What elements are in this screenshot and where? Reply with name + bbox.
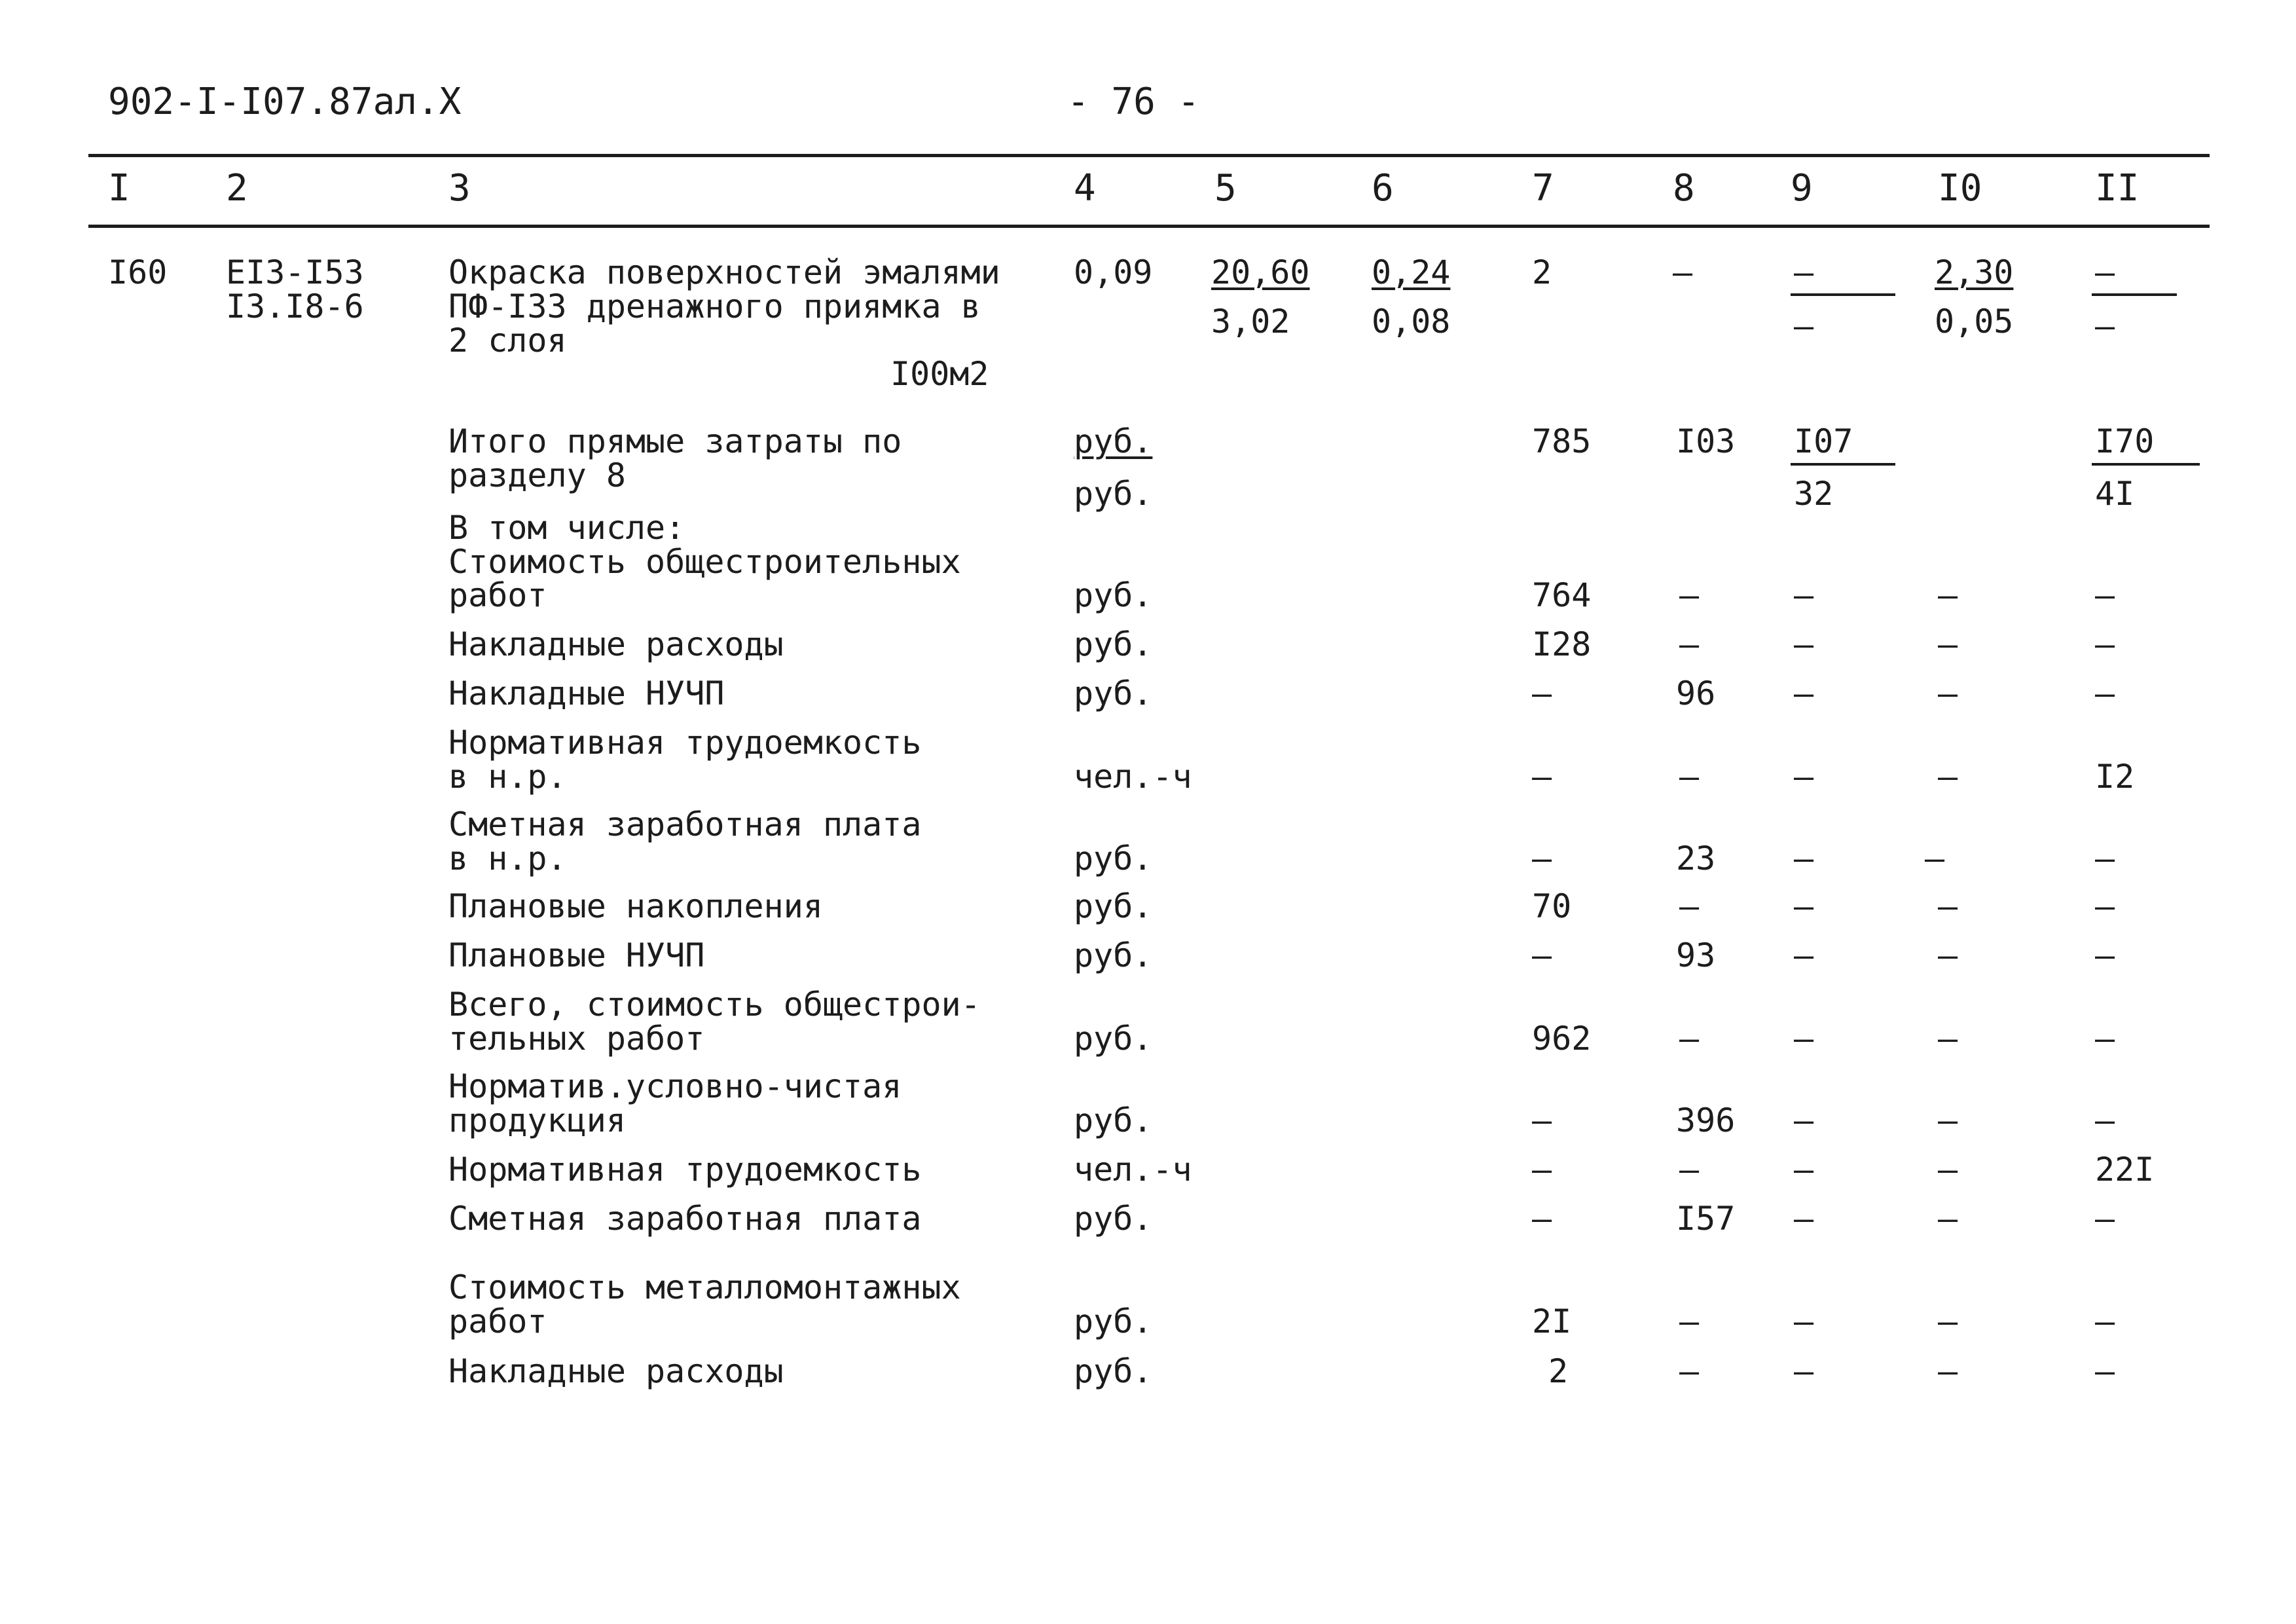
- item-col5-top: 20,60: [1211, 253, 1310, 291]
- item-unit: I00м2: [890, 355, 989, 393]
- row-col10: –: [1938, 1101, 1958, 1139]
- row-unit: руб.: [1074, 625, 1153, 663]
- row-label-line-1: Норматив.условно-чистая: [448, 1067, 902, 1105]
- col-header-2: 2: [226, 167, 248, 210]
- totals-unit-2: руб.: [1074, 475, 1153, 513]
- col-header-4: 4: [1074, 167, 1096, 210]
- col-header-9: 9: [1791, 167, 1813, 210]
- totals-label-line-1: Итого прямые затраты по: [448, 422, 902, 460]
- item-col11-bottom: –: [2095, 307, 2115, 345]
- row-col9: –: [1794, 1020, 1814, 1058]
- row-col8: –: [1679, 1020, 1700, 1058]
- item-code-1: EI3-I53: [226, 253, 364, 291]
- row-col11: –: [2095, 576, 2115, 614]
- row-col9: –: [1794, 936, 1814, 974]
- row-col7: I28: [1532, 625, 1592, 663]
- row-col11: –: [2095, 1352, 2115, 1390]
- row-col7: –: [1532, 1101, 1552, 1139]
- row-col10: –: [1938, 576, 1958, 614]
- row-col8: 23: [1676, 840, 1716, 877]
- col-header-7: 7: [1532, 167, 1554, 210]
- row-unit: руб.: [1074, 1302, 1153, 1340]
- row-col10: –: [1938, 936, 1958, 974]
- row-col11: 22I: [2095, 1151, 2155, 1189]
- including-label: В том числе:: [448, 509, 685, 547]
- row-col7: –: [1532, 936, 1552, 974]
- totals-label-line-2: разделу 8: [448, 456, 626, 494]
- row-col7: –: [1532, 674, 1552, 712]
- row-col7: –: [1532, 840, 1552, 877]
- item-col8: –: [1673, 253, 1693, 291]
- row-col9: –: [1794, 625, 1814, 663]
- totals-col11-bottom: 4I: [2095, 475, 2135, 513]
- row-label-line-2: продукция: [448, 1101, 626, 1139]
- row-label-line-1: Нормативная трудоемкость: [448, 724, 922, 762]
- row-col9: –: [1794, 1101, 1814, 1139]
- row-label-line-1: Стоимость общестроительных: [448, 543, 961, 581]
- row-col10: –: [1938, 1302, 1958, 1340]
- totals-col8: I03: [1676, 422, 1736, 460]
- row-col9: –: [1794, 1151, 1814, 1189]
- row-col10: –: [1938, 674, 1958, 712]
- row-unit: чел.-ч: [1074, 758, 1192, 796]
- item-col9-top: –: [1794, 253, 1814, 291]
- header-bottom-rule: [88, 225, 2210, 228]
- row-label-line-1: Нормативная трудоемкость: [448, 1151, 922, 1189]
- row-col7: 962: [1532, 1020, 1592, 1058]
- totals-col9-fraction-line: [1791, 463, 1895, 466]
- document-code: 902-I-I07.87ал.X: [108, 81, 462, 123]
- row-label-line-1: Плановые накопления: [448, 887, 823, 925]
- row-col7: –: [1532, 1200, 1552, 1238]
- row-col11: I2: [2095, 758, 2135, 796]
- row-unit: руб.: [1074, 1352, 1153, 1390]
- row-col11: –: [2095, 1101, 2115, 1139]
- row-col8: –: [1679, 576, 1700, 614]
- row-col11: –: [2095, 625, 2115, 663]
- item-col11-top: –: [2095, 253, 2115, 291]
- item-col9-fraction-line: [1791, 293, 1895, 296]
- row-col9: –: [1794, 1352, 1814, 1390]
- row-unit: руб.: [1074, 840, 1153, 877]
- row-label-line-2: в н.р.: [448, 758, 567, 796]
- row-label-line-1: Сметная заработная плата: [448, 805, 922, 843]
- col-header-5: 5: [1214, 167, 1237, 210]
- row-label-line-1: Сметная заработная плата: [448, 1200, 922, 1238]
- item-desc-line-3: 2 слоя: [448, 322, 567, 360]
- item-col6-top: 0,24: [1372, 253, 1451, 291]
- row-unit: руб.: [1074, 1020, 1153, 1058]
- col-header-1: I: [108, 167, 130, 210]
- totals-col9-bottom: 32: [1794, 475, 1834, 513]
- row-unit: руб.: [1074, 576, 1153, 614]
- row-unit: руб.: [1074, 887, 1153, 925]
- item-col11-fraction-line: [2092, 293, 2177, 296]
- totals-col7: 785: [1532, 422, 1592, 460]
- row-col7: 2I: [1532, 1302, 1572, 1340]
- totals-col11-top: I70: [2095, 422, 2155, 460]
- row-col8: –: [1679, 887, 1700, 925]
- row-col7: –: [1532, 758, 1552, 796]
- totals-col9-top: I07: [1794, 422, 1853, 460]
- item-desc-line-1: Окраска поверхностей эмалями: [448, 253, 1000, 291]
- row-unit: руб.: [1074, 1200, 1153, 1238]
- row-col11: –: [2095, 840, 2115, 877]
- row-col11: –: [2095, 936, 2115, 974]
- row-col10: –: [1938, 758, 1958, 796]
- row-col9: –: [1794, 758, 1814, 796]
- row-col8: 93: [1676, 936, 1716, 974]
- row-col9: –: [1794, 1302, 1814, 1340]
- row-col10: –: [1938, 1352, 1958, 1390]
- col-header-6: 6: [1372, 167, 1394, 210]
- row-label-line-2: работ: [448, 1302, 547, 1340]
- item-col10-bottom: 0,05: [1935, 303, 2014, 341]
- col-header-8: 8: [1673, 167, 1695, 210]
- row-col9: –: [1794, 887, 1814, 925]
- row-label-line-2: тельных работ: [448, 1020, 705, 1058]
- item-code-2: I3.I8-6: [226, 287, 364, 325]
- row-col9: –: [1794, 674, 1814, 712]
- row-unit: руб.: [1074, 936, 1153, 974]
- totals-unit-1: руб.: [1074, 422, 1153, 460]
- row-label-line-1: Всего, стоимость общестрои-: [448, 986, 981, 1024]
- row-col8: 96: [1676, 674, 1716, 712]
- row-col8: I57: [1676, 1200, 1736, 1238]
- row-unit: руб.: [1074, 674, 1153, 712]
- row-col10: –: [1938, 1200, 1958, 1238]
- row-col8: –: [1679, 1352, 1700, 1390]
- row-col10: –: [1938, 625, 1958, 663]
- item-col7: 2: [1532, 253, 1552, 291]
- totals-col11-fraction-line: [2092, 463, 2200, 466]
- row-col10: –: [1925, 840, 1945, 877]
- row-col10: –: [1938, 1151, 1958, 1189]
- row-label-line-1: Накладные расходы: [448, 625, 784, 663]
- col-header-11: II: [2095, 167, 2140, 210]
- item-col10-top: 2,30: [1935, 253, 2014, 291]
- row-label-line-1: Накладные НУЧП: [448, 674, 725, 712]
- item-col5-bottom: 3,02: [1211, 303, 1290, 341]
- row-col7: 2: [1548, 1352, 1569, 1390]
- item-col9-bottom: –: [1794, 307, 1814, 345]
- row-col9: –: [1794, 1200, 1814, 1238]
- col-header-3: 3: [448, 167, 471, 210]
- item-quantity: 0,09: [1074, 253, 1153, 291]
- row-unit: чел.-ч: [1074, 1151, 1192, 1189]
- row-unit: руб.: [1074, 1101, 1153, 1139]
- row-label-line-1: Накладные расходы: [448, 1352, 784, 1390]
- col-header-10: I0: [1938, 167, 1982, 210]
- row-col11: –: [2095, 1302, 2115, 1340]
- row-label-line-1: Плановые НУЧП: [448, 936, 705, 974]
- row-col11: –: [2095, 887, 2115, 925]
- row-col9: –: [1794, 576, 1814, 614]
- table-top-rule: [88, 154, 2210, 157]
- row-col8: –: [1679, 625, 1700, 663]
- row-label-line-2: работ: [448, 576, 547, 614]
- row-col8: 396: [1676, 1101, 1736, 1139]
- row-col7: 764: [1532, 576, 1592, 614]
- row-col10: –: [1938, 1020, 1958, 1058]
- row-col7: 70: [1532, 887, 1572, 925]
- row-col7: –: [1532, 1151, 1552, 1189]
- row-label-line-1: Стоимость металломонтажных: [448, 1268, 961, 1306]
- row-col11: –: [2095, 1020, 2115, 1058]
- row-col9: –: [1794, 840, 1814, 877]
- row-col10: –: [1938, 887, 1958, 925]
- row-col8: –: [1679, 758, 1700, 796]
- item-col6-bottom: 0,08: [1372, 303, 1451, 341]
- row-col11: –: [2095, 674, 2115, 712]
- item-desc-line-2: ПФ-I33 дренажного приямка в: [448, 287, 981, 325]
- row-col11: –: [2095, 1200, 2115, 1238]
- item-number: I60: [108, 253, 168, 291]
- row-col8: –: [1679, 1302, 1700, 1340]
- page-number: - 76 -: [1067, 81, 1200, 123]
- row-label-line-2: в н.р.: [448, 840, 567, 877]
- row-col8: –: [1679, 1151, 1700, 1189]
